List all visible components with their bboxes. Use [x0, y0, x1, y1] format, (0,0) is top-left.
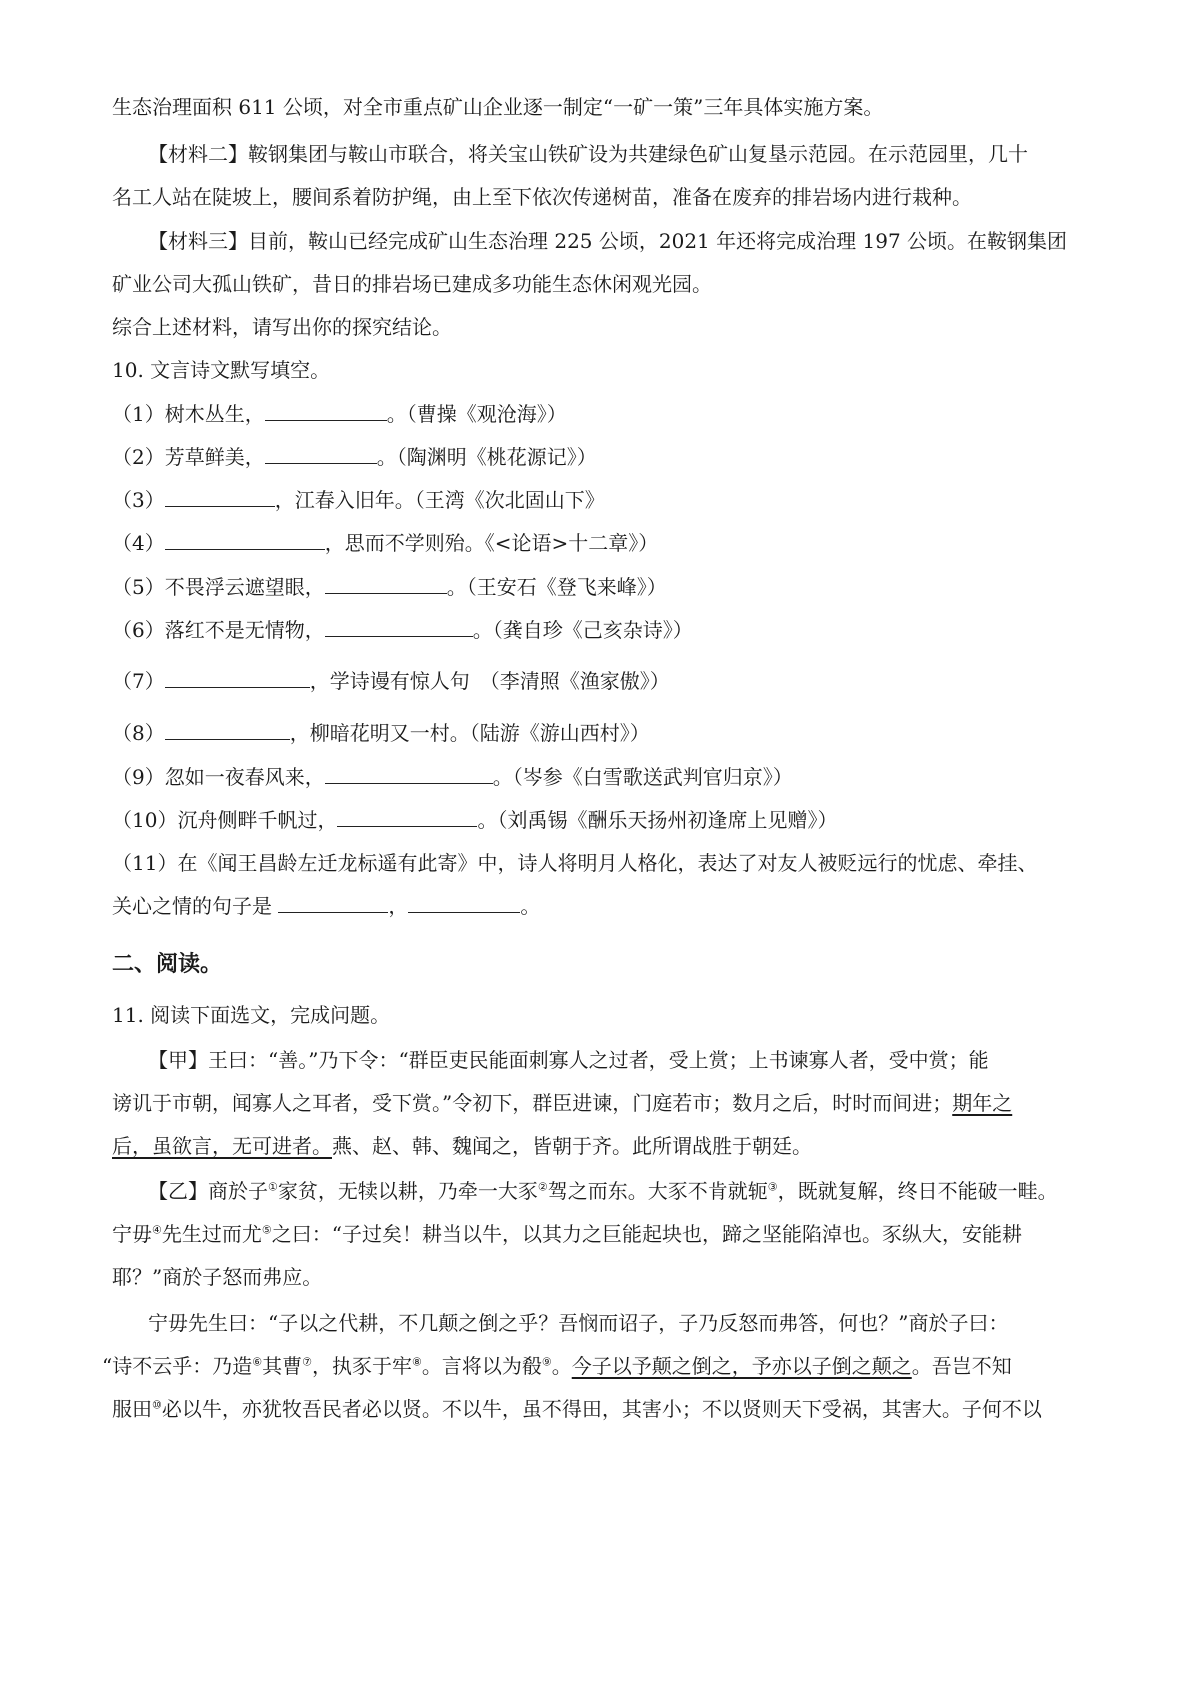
- item-source: 。（陶渊明《桃花源记》）: [376, 445, 597, 469]
- item-prompt: （5）不畏浮云遮望眼，: [112, 575, 325, 599]
- q10-item-3: [112, 486, 605, 514]
- answer-blank[interactable]: [408, 892, 520, 913]
- item-source: ，江春入旧年。（王湾《次北固山下》: [274, 488, 605, 512]
- item-source: 。（曹操《观沧海》）: [386, 402, 567, 426]
- q10-item-5: [112, 573, 667, 601]
- footnote-marker: ⑨: [541, 1355, 552, 1369]
- footnote-marker: ④: [152, 1223, 162, 1237]
- footnote-marker: ②: [537, 1180, 548, 1194]
- yi-line3: 耶？”商於子怒而弗应。: [112, 1265, 323, 1289]
- item-source: 。（刘禹锡《酬乐天扬州初逢席上见赠》）: [477, 808, 838, 832]
- comma: ，: [388, 894, 409, 918]
- yi-para2-line3: [112, 1395, 1042, 1423]
- q10-item-1: [112, 400, 567, 428]
- yi-text: 家贫，无犊以耕，乃牵一大豕: [277, 1179, 538, 1203]
- item-prompt: （10）沉舟侧畔千帆过，: [112, 808, 338, 832]
- yi-text: 之曰：“子过矣！耕当以牛，以其力之巨能起块也，蹄之坚能陷淖也。豕纵大，安能耕: [271, 1222, 1022, 1246]
- answer-blank[interactable]: [165, 667, 310, 688]
- item-source: ，柳暗花明又一村。（陆游《游山西村》）: [289, 721, 650, 745]
- item-prompt: （4）: [112, 531, 165, 555]
- answer-blank[interactable]: [265, 400, 387, 421]
- jia-line2: [112, 1089, 1012, 1117]
- yi-para2-line2: [102, 1352, 1012, 1380]
- q11-title: 11. 阅读下面选文，完成问题。: [112, 1003, 391, 1027]
- underlined-sentence: 今子以予颠之倒之，予亦以子倒之颠之: [571, 1354, 912, 1378]
- material1-tail: 生态治理面积 611 公顷，对全市重点矿山企业逐一制定“一矿一策”三年具体实施方案。: [112, 95, 884, 119]
- answer-blank[interactable]: [325, 573, 447, 594]
- answer-blank[interactable]: [165, 529, 325, 550]
- yi-text: 。吾岂不知: [911, 1354, 1012, 1378]
- footnote-marker: ⑩: [152, 1398, 162, 1412]
- yi-text: 宁毋: [112, 1222, 152, 1246]
- item-source: 。（龚自珍《己亥杂诗》）: [472, 618, 693, 642]
- jia-text: 谤讥于市朝，闻寡人之耳者，受下赏。”令初下，群臣进谏，门庭若市；数月之后，时时而间进；: [112, 1091, 953, 1115]
- yi-text: 驾之而东。大豕不肯就轭: [547, 1179, 768, 1203]
- item-source: 。（王安石《登飞来峰》）: [446, 575, 667, 599]
- item-source: ，思而不学则殆。《<论语>十二章》）: [324, 531, 659, 555]
- underlined-sentence: 后，虽欲言，无可进者。: [112, 1134, 332, 1158]
- yi-text: 【乙】商於子: [148, 1179, 268, 1203]
- item-prompt: （2）芳草鲜美，: [112, 445, 265, 469]
- footnote-marker: ⑤: [261, 1223, 272, 1237]
- jia-line3: [112, 1132, 812, 1160]
- q10-item-11-line1: （11）在《闻王昌龄左迁龙标遥有此寄》中，诗人将明月人格化，表达了对友人被贬远行的忧虑、牵挂、: [112, 851, 1038, 875]
- item-prompt: （3）: [112, 488, 165, 512]
- yi-text: 先生过而尤: [161, 1222, 262, 1246]
- yi-text: ，既就复解，终日不能破一畦。: [777, 1179, 1058, 1203]
- q10-item-6: [112, 616, 693, 644]
- q10-item-2: [112, 443, 597, 471]
- yi-text: “诗不云乎：乃造: [102, 1354, 253, 1378]
- underlined-sentence: 期年之: [952, 1091, 1013, 1115]
- answer-blank[interactable]: [165, 719, 290, 740]
- answer-blank[interactable]: [325, 763, 493, 784]
- footnote-marker: ⑦: [302, 1355, 312, 1369]
- jia-text: 燕、赵、韩、魏闻之，皆朝于齐。此所谓战胜于朝廷。: [332, 1134, 812, 1158]
- item-prompt: （6）落红不是无情物，: [112, 618, 325, 642]
- q10-title: 10. 文言诗文默写填空。: [112, 358, 331, 382]
- q10-item-9: [112, 763, 793, 791]
- yi-text: 其曹: [262, 1354, 303, 1378]
- section-title: 二、阅读。: [112, 952, 223, 977]
- item-source: ，学诗谩有惊人句 （李清照《渔家傲》）: [309, 669, 670, 693]
- footnote-marker: ⑧: [411, 1355, 422, 1369]
- yi-line1: [148, 1177, 1058, 1205]
- item-prompt: （9）忽如一夜春风来，: [112, 765, 325, 789]
- answer-blank[interactable]: [337, 806, 477, 827]
- item-prompt: （7）: [112, 669, 165, 693]
- period: 。: [520, 894, 541, 918]
- q10-item-11-line2: [112, 892, 540, 920]
- yi-text: ，执豕于牢: [311, 1354, 412, 1378]
- material2-line2: 名工人站在陡坡上，腰间系着防护绳，由上至下依次传递树苗，准备在废弃的排岩场内进行栽种。: [112, 185, 972, 209]
- item-prompt: （1）树木丛生，: [112, 402, 265, 426]
- material3-line1: 【材料三】目前，鞍山已经完成矿山生态治理 225 公顷，2021 年还将完成治理 197 公顷。在鞍钢集团: [148, 229, 1068, 253]
- item-source: 。（岑参《白雪歌送武判官归京》）: [492, 765, 793, 789]
- q10-item-4: [112, 529, 658, 557]
- material3-line2: 矿业公司大孤山铁矿，昔日的排岩场已建成多功能生态休闲观光园。: [112, 272, 712, 296]
- answer-blank[interactable]: [265, 443, 377, 464]
- answer-blank[interactable]: [165, 486, 275, 507]
- q10-item-7: [112, 667, 670, 695]
- summary-prompt: 综合上述材料，请写出你的探究结论。: [112, 315, 452, 339]
- item-prompt: 关心之情的句子是: [112, 894, 279, 918]
- material2-line1: 【材料二】鞍钢集团与鞍山市联合，将关宝山铁矿设为共建绿色矿山复垦示范园。在示范园里，几十: [148, 142, 1028, 166]
- footnote-marker: ⑥: [252, 1355, 263, 1369]
- answer-blank[interactable]: [278, 892, 388, 913]
- yi-text: 。言将以为殽: [421, 1354, 542, 1378]
- footnote-marker: ①: [268, 1180, 278, 1194]
- q10-item-10: [112, 806, 837, 834]
- footnote-marker: ③: [767, 1180, 778, 1194]
- yi-para2-line1: 宁毋先生曰：“子以之代耕，不几颠之倒之乎？吾悯而诏子，子乃反怒而弗答，何也？”商於子曰：: [148, 1311, 1009, 1335]
- answer-blank[interactable]: [325, 616, 473, 637]
- yi-text: 。: [551, 1354, 572, 1378]
- yi-line2: [112, 1220, 1022, 1248]
- q10-item-8: [112, 719, 650, 747]
- yi-text: 服田: [112, 1397, 152, 1421]
- yi-text: 必以牛，亦犹牧吾民者必以贤。不以牛，虽不得田，其害小；不以贤则天下受祸，其害大。子何不以: [161, 1397, 1042, 1421]
- jia-line1: 【甲】王曰：“善。”乃下令：“群臣吏民能面刺寡人之过者，受上赏；上书谏寡人者，受中赏；能: [148, 1048, 989, 1072]
- item-prompt: （8）: [112, 721, 165, 745]
